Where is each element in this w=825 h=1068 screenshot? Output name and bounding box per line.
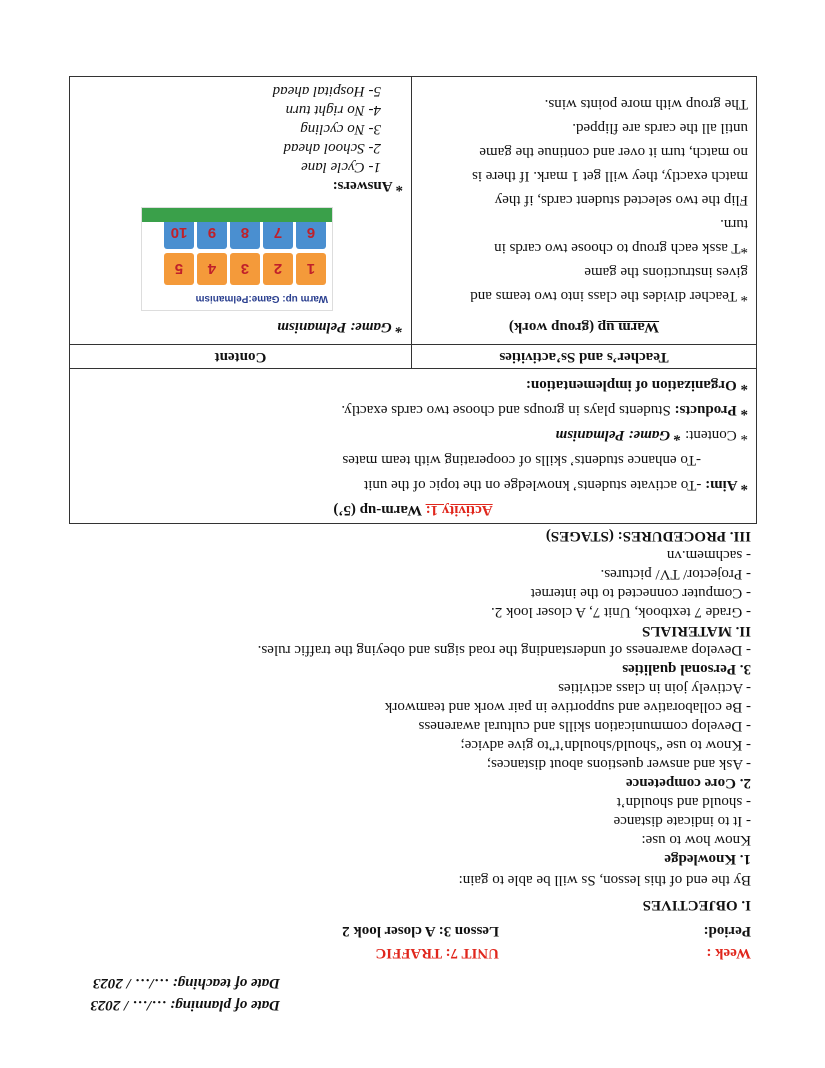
core-item: - Know to use “should/shouldn’t”to give advice; xyxy=(460,737,751,753)
game-tile: 9 xyxy=(197,217,227,249)
warm-up-heading xyxy=(420,317,748,336)
content-line xyxy=(78,425,748,444)
core-item: - Be collaborative and supportive in pair work and teamwork xyxy=(384,699,751,715)
aim-label: * Aim: xyxy=(705,477,748,493)
materials-section xyxy=(67,545,757,640)
objectives-intro: By the end of this lesson, Ss will be able to gain: xyxy=(458,872,751,888)
teacher-step: Flip the two selected student cards, if they xyxy=(494,192,748,208)
activity-heading xyxy=(78,500,748,519)
game-image-title: Warm up: Game:Pelmanism xyxy=(195,293,328,304)
teacher-step: *T assk each group to choose two cards in xyxy=(494,240,748,256)
materials-item: - sachmem.vn xyxy=(666,547,751,563)
core-competence-heading: 2. Core competence xyxy=(625,775,751,791)
date-of-planning: Date of planning: …/… / 2023 xyxy=(90,997,280,1013)
teacher-step: until all the cards are flipped. xyxy=(572,120,748,136)
game-tile: 8 xyxy=(230,217,260,249)
lesson-header xyxy=(67,920,757,964)
objectives-heading: I. OBJECTIVES xyxy=(642,897,751,913)
organization-label: * Organization of implementation: xyxy=(525,377,748,393)
knowledge-item: Know how to use: xyxy=(641,832,751,848)
procedures-heading: III. PROCEDURES: (STAGES) xyxy=(545,528,751,544)
aim-text: -To activate students’ knowledge on the topic of the unit xyxy=(363,477,706,493)
answer-item: 4- No right turn xyxy=(285,102,381,118)
knowledge-item: - It to indicate distance xyxy=(613,813,751,829)
objectives-section xyxy=(67,640,757,914)
game-tile: 1 xyxy=(296,253,326,285)
game-tile: 2 xyxy=(263,253,293,285)
unit-title: UNIT 7: TRAFFIC xyxy=(375,945,499,961)
answer-item: 2- School ahead xyxy=(283,140,381,156)
activity-intro-row xyxy=(70,369,757,524)
materials-item: - Projector/ TV/ pictures. xyxy=(600,566,751,582)
content-header: Content xyxy=(70,345,412,369)
knowledge-item: - should and shouldn’t xyxy=(616,794,751,810)
game-tile: 3 xyxy=(230,253,260,285)
aim-line xyxy=(78,475,748,494)
answers-label: * Answers: xyxy=(332,178,403,194)
answer-item: 3- No cycling xyxy=(300,121,381,137)
week-label: Week : xyxy=(706,945,751,961)
personal-item: - Develop awareness of understanding the road signs and obeying the traffic rules. xyxy=(257,642,751,658)
game-image-green-bar xyxy=(142,208,332,222)
teacher-activities-cell xyxy=(412,77,757,345)
answer-item: 5- Hospital ahead xyxy=(272,83,381,99)
materials-item: - Grade 7 textbook, Unit 7, A closer look 2. xyxy=(491,604,751,620)
teacher-step: gives instructions the game xyxy=(584,264,748,280)
game-tile: 5 xyxy=(164,253,194,285)
teacher-step: no match, turn it over and continue the game xyxy=(479,144,748,160)
game-label: * Game: Pelmanism xyxy=(277,319,403,335)
dates-block xyxy=(67,970,757,1014)
lesson-title: Lesson 3: A closer look 2 xyxy=(342,923,499,939)
game-tile: 6 xyxy=(296,217,326,249)
core-item: - Develop communication skills and cultural awareness xyxy=(418,718,751,734)
teacher-activities-header: Teacher’s and Ss’activities xyxy=(412,345,757,369)
products-value: Students plays in groups and choose two cards exactly. xyxy=(341,402,675,418)
activity-columns-header xyxy=(70,345,757,369)
materials-item: - Computer connected to the internet xyxy=(530,585,751,601)
tiles-row-top xyxy=(142,251,332,287)
products-line xyxy=(78,400,748,419)
period-label: Period: xyxy=(703,923,751,939)
warm-up-label: Warm up xyxy=(597,319,660,335)
pelmanism-game-image xyxy=(141,207,333,311)
teacher-step: The group with more points wins. xyxy=(544,96,748,112)
knowledge-heading: 1. Knowledge xyxy=(664,851,751,867)
teacher-step: * Teacher divides the class into two teams and xyxy=(470,288,748,304)
activity-table xyxy=(69,76,757,524)
content-value: * Game: Pelmanism xyxy=(555,427,682,443)
date-of-teaching: Date of teaching: …/… / 2023 xyxy=(92,975,280,991)
answer-item: 1- Cycle lane xyxy=(301,159,381,175)
activity-title: Warm-up (5’) xyxy=(333,502,426,518)
content-label: * Content: xyxy=(681,427,748,443)
warm-up-suffix: (group work) xyxy=(508,319,598,335)
activity-body-row xyxy=(70,77,757,345)
products-label: * Products: xyxy=(674,402,748,418)
core-item: - Actively join in class activities xyxy=(558,680,751,696)
aim-text-2: -To enhance students’ skills of cooperating with team mates xyxy=(342,452,701,468)
core-item: - Ask and answer questions about distances; xyxy=(486,756,751,772)
activity-label: Activity 1: xyxy=(425,502,493,518)
personal-qualities-heading: 3. Personal qualities xyxy=(622,661,751,677)
teacher-step: turn. xyxy=(720,216,748,232)
content-cell xyxy=(70,77,412,345)
game-tile: 4 xyxy=(197,253,227,285)
game-tile: 10 xyxy=(164,217,194,249)
game-tile: 7 xyxy=(263,217,293,249)
materials-heading: II. MATERIALS xyxy=(642,623,751,639)
teacher-step: match exactly, they will get 1 mark. If there is xyxy=(471,168,748,184)
